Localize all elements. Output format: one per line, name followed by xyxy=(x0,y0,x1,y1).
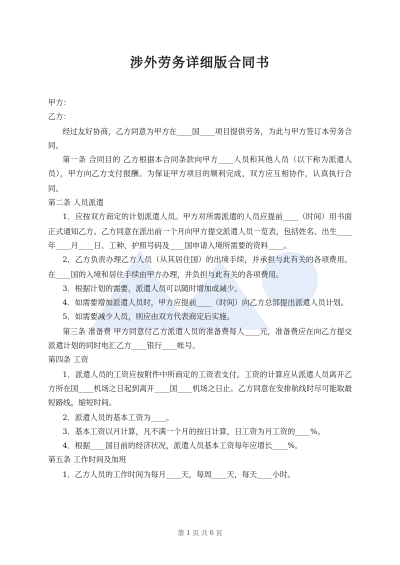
article-4-item-2: 2．派遣人员的基本工资为____。 xyxy=(62,412,174,422)
article-4-item-4: 4．根据____国目前的经济状况，派遣人员基本工资每年应增长____%。 xyxy=(62,441,303,451)
article-2-item-1: 1．应按双方商定的计划派遣人员。甲方对所需派遣的人员应提前____（时间）用书面正式通知乙方。乙方同意在派出前一个月向甲方提交派遣人员一览表，包括姓名、出生____年____月____日、工种、护照号码及____国申请入境所需要的资料____。 xyxy=(48,212,352,250)
document-title: 涉外劳务详细版合同书 xyxy=(129,56,270,71)
article-4-heading: 第四条 工资 xyxy=(48,355,89,365)
article-2-item-3: 3．根据计划的需要，派遣人员可以随时增加或减少。 xyxy=(62,283,242,293)
article-2-item-2: 2．乙方负责办理乙方人员（从其居住国）的出境手续，并承担与此有关的各项费用。在____国的入境和居住手续由甲方办理，并负担与此有关的各项费用。 xyxy=(48,255,352,279)
article-2-heading: 第二条 人员派遣 xyxy=(48,198,104,208)
party-a-line: 甲方： xyxy=(48,98,71,107)
article-2-item-4: 4．如需要增加派遣人员时，甲方应提前____（时间）向乙方总部提出派遣人员计划。 xyxy=(62,298,349,308)
page-footer: 第 1 页 共 6 页 xyxy=(177,529,223,537)
article-1-paragraph: 第一条 合同目的 乙方根据本合同条款向甲方____人员和其他人员（以下称为派遣人员），甲方向乙方支付报酬。为保证甲方项目的顺利完成，双方应互相协作，认真执行合同。 xyxy=(48,155,352,193)
article-4-item-3: 3．基本工资以月计算，凡不满一个月的按日计算，日工资为月工资的____%。 xyxy=(62,426,326,436)
article-4-item-1: 1．派遣人员的工资应按附件中所商定的工资表支付。工资的计算应从派遣人员离开乙方所在国____机场之日起到离开____国____机场之日止。乙方同意在安排航线时尽可能取最短路线，缩短时间。 xyxy=(48,369,352,408)
article-3-paragraph: 第三条 准备费 甲方同意付乙方派遣人员的准备费每人____元，准备费应在向乙方提交派遣计划的同时电汇乙方____银行____帐号。 xyxy=(48,326,352,351)
article-2-item-5: 5．如需要减少人员，则应由双方代表商定后实施。 xyxy=(62,312,235,322)
article-5-heading: 第五条 工作时间及加班 xyxy=(48,455,127,465)
document-body xyxy=(48,96,352,482)
article-5-item-1: 1．乙方人员的工作时间为每月____天，每周____天，每天____小时。 xyxy=(62,469,296,479)
party-b-line: 乙方： xyxy=(48,112,71,122)
preamble-paragraph: 经过友好协商，乙方同意为甲方在____国____项目提供劳务，为此与甲方签订本劳务合同。 xyxy=(48,126,352,150)
